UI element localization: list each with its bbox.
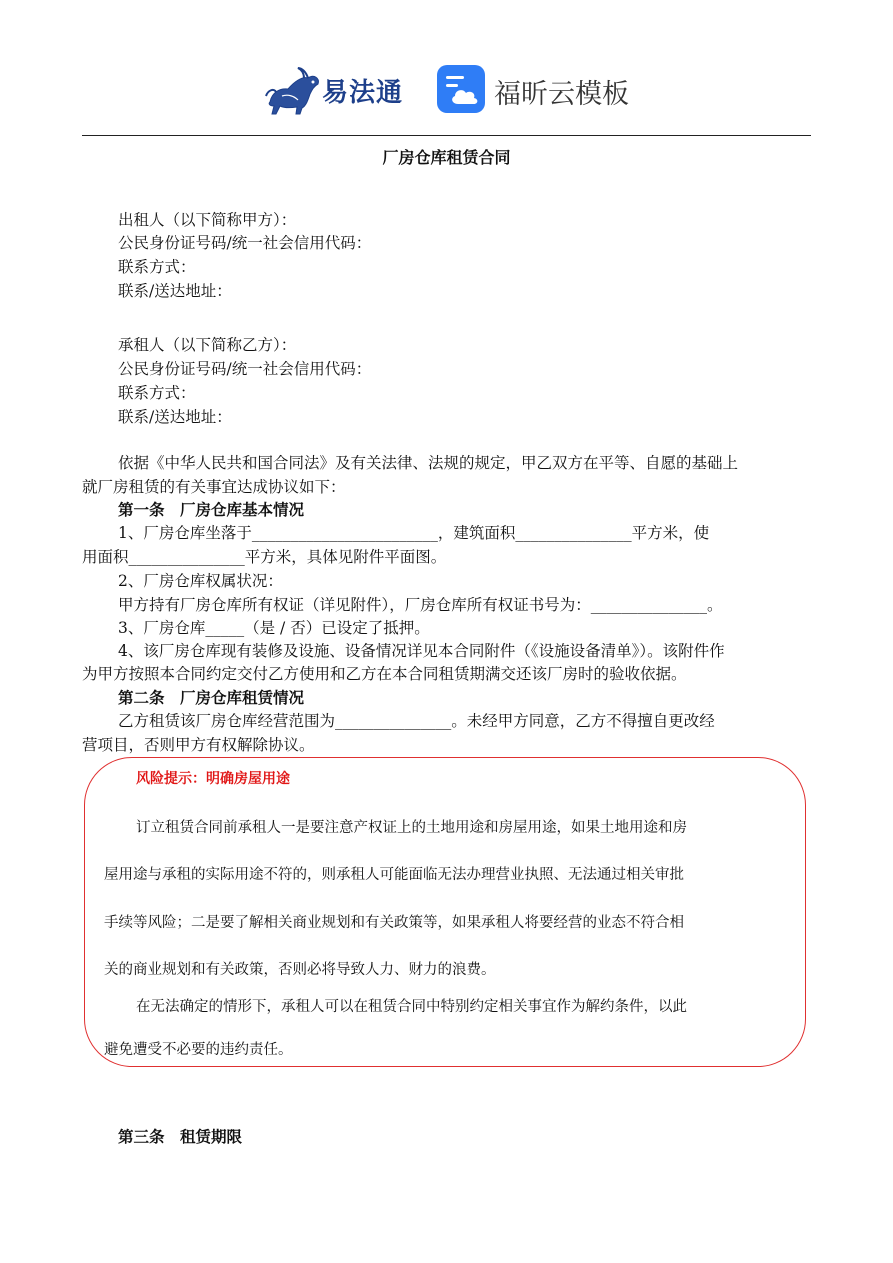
article-1-p2: 2、厂房仓库权属状况：: [118, 572, 283, 590]
lessor-address-label: 联系/送达地址：: [118, 282, 232, 300]
risk-notice-line-4: 关的商业规划和有关政策，否则必将导致人力、财力的浪费。: [104, 962, 496, 978]
lessor-name-label: 出租人（以下简称甲方）：: [118, 211, 297, 229]
header-divider: [82, 135, 811, 136]
lessee-id-label: 公民身份证号码/统一社会信用代码：: [118, 360, 372, 378]
risk-notice-line-6: 避免遭受不必要的违约责任。: [104, 1042, 293, 1058]
qilin-icon: [262, 62, 324, 118]
risk-notice-line-5: 在无法确定的情形下，承租人可以在租赁合同中特别约定相关事宜作为解约条件，以此: [136, 999, 687, 1015]
yifatong-logo-text: 易法通: [322, 78, 404, 108]
lessee-name-label: 承租人（以下简称乙方）：: [118, 336, 297, 354]
document-title: 厂房仓库租赁合同: [382, 148, 511, 167]
article-2-p1-line1: 乙方租赁该厂房仓库经营范围为_______________。未经甲方同意，乙方不得擅自更改经: [118, 712, 715, 730]
article-1-p1-line2: 用面积_______________平方米，具体见附件平面图。: [82, 548, 447, 566]
risk-notice-line-3: 手续等风险；二是要了解相关商业规划和有关政策等，如果承租人将要经营的业态不符合相: [104, 915, 684, 931]
lessor-id-label: 公民身份证号码/统一社会信用代码：: [118, 234, 372, 252]
article-2-heading: 第二条 厂房仓库租赁情况: [118, 688, 305, 707]
lessor-contact-label: 联系方式：: [118, 258, 196, 276]
article-1-p1-line1: 1、厂房仓库坐落于________________________，建筑面积_______________平方米，使: [118, 524, 710, 542]
risk-notice-line-1: 订立租赁合同前承租人一是要注意产权证上的土地用途和房屋用途，如果土地用途和房: [136, 820, 687, 836]
article-2-p1-line2: 营项目，否则甲方有权解除协议。: [82, 736, 315, 754]
yifatong-logo: [262, 62, 412, 118]
article-1-p4-line2: 为甲方按照本合同约定交付乙方使用和乙方在本合同租赁期满交还该厂房时的验收依据。: [82, 665, 687, 683]
article-1-p2-detail: 甲方持有厂房仓库所有权证（详见附件），厂房仓库所有权证书号为：_______________。: [118, 596, 723, 614]
preamble-line-1: 依据《中华人民共和国合同法》及有关法律、法规的规定，甲乙双方在平等、自愿的基础上: [118, 454, 739, 472]
risk-notice-title: 风险提示：明确房屋用途: [136, 771, 290, 787]
article-3-heading: 第三条 租赁期限: [118, 1127, 243, 1146]
preamble-line-2: 就厂房租赁的有关事宜达成协议如下：: [82, 478, 346, 496]
article-1-p4-line1: 4、该厂房仓库现有装修及设施、设备情况详见本合同附件（《设施设备清单》）。该附件作: [118, 642, 725, 660]
risk-notice-line-2: 屋用途与承租的实际用途不符的，则承租人可能面临无法办理营业执照、无法通过相关审批: [104, 867, 684, 883]
fuxin-logo-text: 福昕云模板: [494, 79, 629, 110]
lessee-contact-label: 联系方式：: [118, 384, 196, 402]
article-1-heading: 第一条 厂房仓库基本情况: [118, 500, 305, 519]
header: [0, 58, 893, 124]
lessee-address-label: 联系/送达地址：: [118, 408, 232, 426]
cloud-document-icon: [436, 64, 486, 114]
fuxin-logo: [436, 64, 636, 116]
article-1-p3: 3、厂房仓库_____（是 / 否）已设定了抵押。: [118, 619, 430, 637]
